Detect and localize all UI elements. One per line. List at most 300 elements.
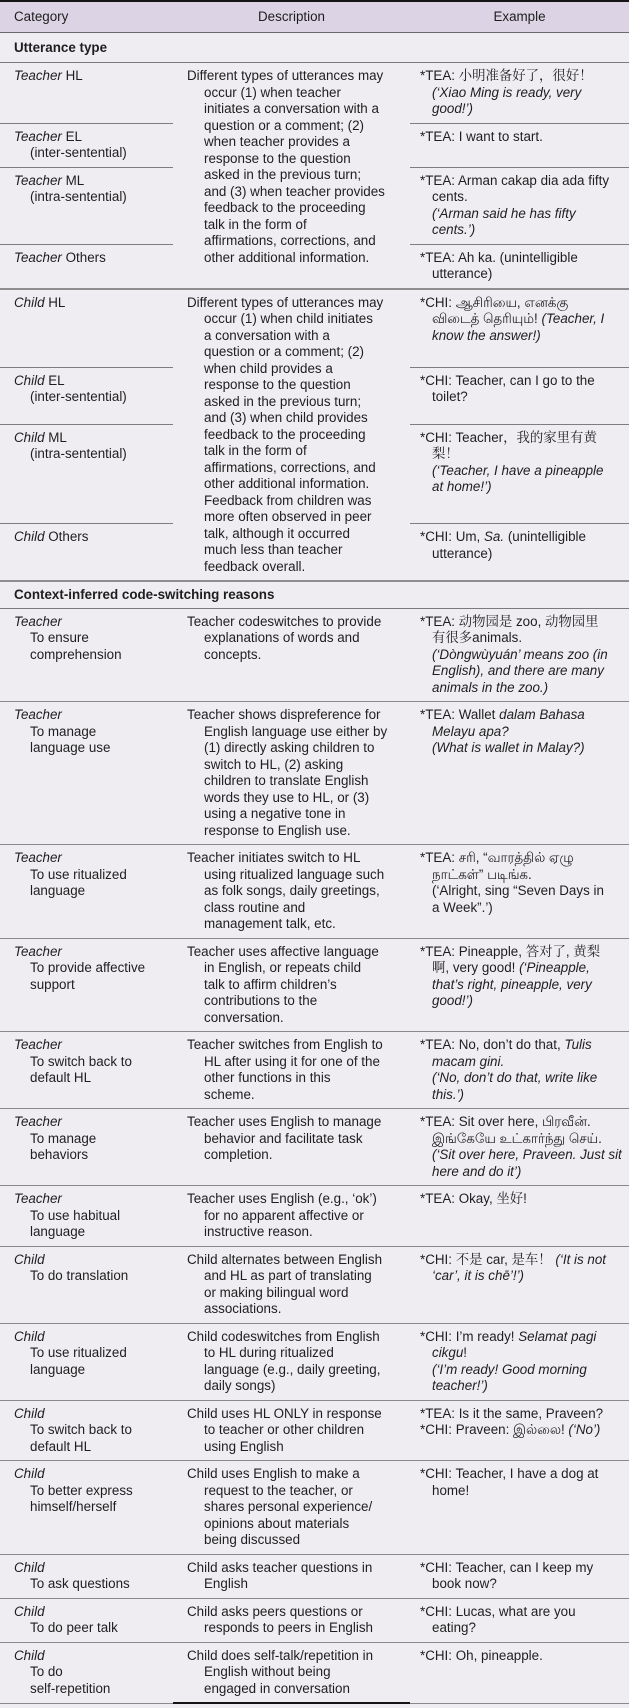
text-segment: To do (30, 1664, 63, 1679)
example-line (420, 680, 629, 697)
text-segment: To manage (30, 723, 97, 739)
category-line (14, 724, 169, 741)
description-cell (173, 1642, 410, 1703)
text-segment: toilet? (432, 389, 468, 405)
description-cell (173, 1554, 410, 1598)
category-line (14, 960, 169, 977)
text-segment: *CHI: Teacher, can I keep my (420, 1559, 594, 1575)
description-line: when child provides a (204, 360, 333, 376)
category-cell (0, 167, 173, 244)
italic-text: Teacher (14, 613, 62, 629)
description-cell (173, 1032, 410, 1109)
category-cell (0, 938, 173, 1032)
description-cell (173, 938, 410, 1032)
example-line (420, 266, 629, 283)
example-line (420, 1604, 629, 1621)
example-cell (410, 289, 629, 368)
example-cell (410, 1186, 629, 1247)
text-segment: *CHI: Teacher, can I go to the (420, 372, 595, 388)
example-line (420, 883, 629, 900)
category-line (14, 1483, 169, 1500)
description-line: response to the question (204, 150, 351, 166)
example-line (420, 724, 629, 741)
example-line (420, 446, 629, 463)
category-line (14, 614, 169, 631)
text-segment: *CHI: 不是 car, 是车！ (420, 1251, 556, 1267)
category-line (14, 850, 169, 867)
category-cell (0, 244, 173, 289)
category-line (14, 1208, 169, 1225)
example-line (420, 222, 629, 239)
text-segment: *TEA: Is it the same, Praveen? (420, 1405, 604, 1421)
example-cell (410, 1642, 629, 1703)
text-segment: Others (44, 529, 89, 544)
text-segment: *CHI: I’m ready! (420, 1328, 519, 1344)
text-segment: To ask questions (30, 1576, 130, 1591)
description-line: occur (1) when child initiates (204, 311, 373, 326)
text-segment: (inter-sentential) (30, 145, 127, 160)
text-segment: *TEA: Pineapple, 答对了, 黄梨 (420, 943, 601, 959)
example-line (420, 663, 629, 680)
description-line: to HL during ritualized (204, 1345, 334, 1360)
text-segment: To switch back to (30, 1422, 132, 1437)
text-segment: *TEA: Okay, 坐好! (420, 1191, 527, 1206)
italic-text: Child (14, 1647, 45, 1663)
description-line: talk, although it occurred (204, 525, 350, 541)
italic-text: (‘Sit over here, Praveen. Just sit (432, 1147, 622, 1162)
text-segment: To use ritualized (30, 1345, 127, 1360)
example-cell (410, 1400, 629, 1461)
category-line (14, 373, 169, 390)
example-line (420, 85, 629, 102)
category-line (14, 1362, 169, 1379)
category-line (14, 1329, 169, 1346)
category-line (14, 1147, 169, 1164)
table-row (0, 1642, 629, 1703)
italic-text: Child (14, 529, 45, 544)
italic-text: Child (14, 1405, 45, 1421)
text-segment: *TEA: 小明准备好了，很好！ (420, 68, 593, 83)
italic-text: Child (14, 1466, 45, 1481)
italic-text: (‘Arman said he has fifty (432, 205, 576, 221)
category-cell (0, 1186, 173, 1247)
description-line: in English, or repeats child (204, 960, 362, 975)
italic-text: Tulis (564, 1037, 592, 1052)
description-line: HL after using it for one of the (204, 1053, 380, 1069)
description-line: initiates a conversation with a (204, 101, 379, 116)
category-line (14, 1576, 169, 1593)
description-cell (173, 1400, 410, 1461)
italic-text: Child (14, 294, 45, 310)
description-line: other functions in this (204, 1070, 331, 1085)
example-line (420, 647, 629, 664)
text-segment: *TEA: No, don’t do that, (420, 1037, 565, 1052)
example-cell (410, 1032, 629, 1109)
italic-text: Child (14, 1328, 45, 1344)
category-line (14, 1268, 169, 1285)
example-line (420, 1466, 629, 1483)
category-line (14, 1560, 169, 1577)
example-line (420, 707, 629, 724)
category-line (14, 1664, 169, 1681)
description-line: using English (204, 1438, 284, 1454)
description-cell (173, 845, 410, 939)
category-line (14, 1648, 169, 1665)
example-line (420, 993, 629, 1010)
example-cell (410, 1246, 629, 1323)
text-segment: *CHI: Teacher，我的家里有黄 (420, 429, 597, 445)
italic-text: Teacher (14, 1114, 62, 1129)
description-line: engaged in conversation (204, 1680, 350, 1696)
italic-text: (What is wallet in Malay?) (432, 740, 585, 755)
description-line: affirmations, corrections, and (204, 459, 376, 475)
description-cell (173, 1598, 410, 1642)
category-cell (0, 1032, 173, 1109)
text-segment: To manage (30, 1130, 97, 1146)
table-row (0, 1323, 629, 1400)
description-line: Teacher uses English (e.g., ‘ok’) (187, 1191, 377, 1206)
description-line: question or a comment; (2) (204, 117, 365, 133)
description-line: feedback to the proceeding (204, 200, 366, 215)
category-cell (0, 123, 173, 167)
italic-text: here and do it’) (432, 1163, 522, 1179)
text-segment: *CHI: Praveen: இல்லை! (420, 1422, 569, 1437)
italic-text: cikgu (432, 1345, 464, 1360)
example-line (420, 1406, 629, 1423)
description-cell (173, 1461, 410, 1555)
italic-text: Teacher (14, 850, 62, 865)
text-segment: To use ritualized (30, 866, 127, 882)
example-cell (410, 938, 629, 1032)
italic-text: Teacher (14, 943, 62, 959)
description-line: being discussed (204, 1532, 301, 1547)
example-cell (410, 702, 629, 845)
category-line (14, 977, 169, 994)
example-line (420, 373, 629, 390)
text-segment: நாட்கள்” படிங்க. (432, 866, 532, 882)
text-segment: HL (44, 294, 66, 310)
text-segment: EL (44, 372, 65, 388)
description-cell (173, 1109, 410, 1186)
description-line: Teacher uses affective language (187, 943, 379, 959)
table-row (0, 1554, 629, 1598)
description-line: feedback overall. (204, 558, 306, 574)
italic-text: (‘No’) (568, 1422, 601, 1437)
text-segment: இங்கேயே உட்கார்ந்து செய். (432, 1130, 602, 1146)
description-line: English without being (204, 1664, 331, 1679)
description-line: Child asks peers questions or (187, 1603, 363, 1619)
italic-text: Melayu apa? (432, 723, 509, 739)
category-line (14, 68, 169, 85)
category-line (14, 1054, 169, 1071)
text-segment: *TEA: Wallet (420, 707, 500, 722)
text-segment: 啊, very good! (432, 960, 520, 975)
table-row (0, 1400, 629, 1461)
italic-text: (Teacher, I (541, 311, 605, 326)
description-line: affirmations, corrections, and (204, 233, 376, 248)
description-line: concepts. (204, 646, 262, 662)
category-line (14, 740, 169, 757)
example-line (420, 1268, 629, 1285)
category-cell (0, 367, 173, 424)
description-line: other additional information. (204, 249, 370, 265)
text-segment: book now? (432, 1576, 497, 1591)
category-cell (0, 524, 173, 582)
text-segment: language (30, 883, 86, 898)
example-cell (410, 1461, 629, 1555)
text-segment: *CHI: Oh, pineapple. (420, 1647, 543, 1663)
description-line: Feedback from children was (204, 492, 372, 508)
description-line: instructive reason. (204, 1224, 313, 1239)
table-row (0, 1109, 629, 1186)
italic-text: (‘It is not (555, 1251, 607, 1267)
italic-text: (‘I’m ready! Good morning (432, 1361, 587, 1377)
description-line: associations. (204, 1301, 282, 1316)
example-cell (410, 63, 629, 124)
description-line: occur (1) when teacher (204, 84, 341, 100)
category-line (14, 1681, 169, 1698)
example-line (420, 250, 629, 267)
text-segment: (‘Alright, sing “Seven Days in (432, 883, 604, 898)
text-segment: *TEA: I want to start. (420, 128, 543, 144)
description-line: behavior and facilitate task (204, 1130, 363, 1146)
example-line (420, 295, 629, 312)
example-line (420, 1054, 629, 1071)
text-segment: cents. (432, 189, 468, 204)
description-line: Teacher switches from English to (187, 1037, 383, 1052)
description-line: other additional information. (204, 476, 370, 491)
italic-text: macam gini. (432, 1053, 505, 1069)
description-line: Child does self-talk/repetition in (187, 1647, 374, 1663)
text-segment: 有很多animals. (432, 630, 523, 645)
example-line (420, 1147, 629, 1164)
example-line (420, 479, 629, 496)
example-line (420, 68, 629, 85)
category-line (14, 1406, 169, 1423)
italic-text: (‘Xiao Ming is ready, very (432, 84, 582, 100)
example-line (420, 189, 629, 206)
example-cell (410, 845, 629, 939)
category-line (14, 647, 169, 664)
description-line: question or a comment; (2) (204, 344, 365, 359)
italic-text: Child (14, 372, 45, 388)
text-segment: ! (463, 1345, 467, 1360)
text-segment: (intra-sentential) (30, 189, 127, 204)
category-line (14, 1037, 169, 1054)
description-line: words they use to HL, or (3) (204, 789, 370, 805)
italic-text: Teacher (14, 1191, 62, 1206)
italic-text: animals in the zoo.) (432, 679, 549, 695)
description-line: talk to affirm children’s (204, 976, 337, 992)
description-line: class routine and (204, 899, 306, 915)
example-cell (410, 244, 629, 289)
italic-text: teacher!’) (432, 1378, 488, 1393)
text-segment: home! (432, 1482, 470, 1498)
description-cell (173, 1323, 410, 1400)
description-line: Teacher codeswitches to provide (187, 613, 382, 629)
description-line: scheme. (204, 1086, 255, 1102)
example-line (420, 1329, 629, 1346)
example-cell (410, 123, 629, 167)
text-segment: comprehension (30, 646, 122, 662)
example-line (420, 1037, 629, 1054)
category-line (14, 295, 169, 312)
example-line (420, 900, 629, 917)
category-line (14, 389, 169, 406)
text-segment: *CHI: Lucas, what are you (420, 1603, 576, 1619)
text-segment: (intra-sentential) (30, 446, 127, 462)
description-line: much less than teacher (204, 542, 343, 557)
description-line: asked in the previous turn; (204, 393, 362, 409)
italic-text: cents.’) (432, 222, 476, 237)
text-segment: support (30, 976, 75, 992)
category-line (14, 1070, 169, 1087)
italic-text: (‘Dòngwùyuán’ means zoo (in (432, 646, 608, 662)
italic-text: (‘Pineapple, (519, 960, 590, 975)
category-line (14, 1604, 169, 1621)
text-segment: ML (44, 429, 67, 445)
category-line (14, 1345, 169, 1362)
category-line (14, 1499, 169, 1516)
text-segment: *TEA: 动物园是 zoo, 动物园里 (420, 613, 599, 629)
description-line: completion. (204, 1147, 273, 1162)
table-row (0, 608, 629, 702)
example-line (420, 614, 629, 631)
example-line (420, 101, 629, 118)
table-body (0, 32, 629, 1703)
example-cell (410, 1598, 629, 1642)
category-line (14, 1439, 169, 1456)
description-line: when teacher provides a (204, 134, 350, 149)
category-line (14, 944, 169, 961)
italic-text: Child (14, 1559, 45, 1575)
example-line (420, 1422, 629, 1439)
category-cell (0, 1109, 173, 1186)
category-line (14, 145, 169, 162)
example-line (420, 389, 629, 406)
category-line (14, 1620, 169, 1637)
category-line (14, 1252, 169, 1269)
example-line (420, 1131, 629, 1148)
example-line (420, 206, 629, 223)
italic-text: (‘Teacher, I have a pineapple (432, 462, 604, 478)
italic-text: that’s right, pineapple, very (432, 976, 592, 992)
description-line: daily songs) (204, 1378, 276, 1393)
italic-text: Child (14, 1251, 45, 1267)
example-line (420, 1164, 629, 1181)
text-segment: *TEA: சரி, “வாரத்தில் ஏழு (420, 850, 574, 865)
description-line: contributions to the (204, 993, 318, 1008)
category-line (14, 630, 169, 647)
text-segment: 梨！ (432, 446, 459, 462)
description-line: English language use either by (204, 723, 388, 739)
description-line: and HL as part of translating (204, 1268, 372, 1283)
table-row (0, 938, 629, 1032)
table-row (0, 1032, 629, 1109)
header-row (0, 1, 629, 32)
section-heading-row (0, 581, 629, 608)
description-line: to teacher or other children (204, 1422, 365, 1437)
example-line (420, 430, 629, 447)
example-line (420, 1576, 629, 1593)
text-segment: *CHI: Teacher, I have a dog at (420, 1466, 599, 1481)
category-cell (0, 845, 173, 939)
description-line: Different types of utterances may (187, 68, 384, 83)
text-segment: (unintelligible (504, 529, 586, 544)
description-line: children to translate English (204, 773, 369, 788)
example-line (420, 173, 629, 190)
text-segment: To ensure (30, 630, 89, 645)
example-cell (410, 367, 629, 424)
example-line (420, 1362, 629, 1379)
table-row (0, 1246, 629, 1323)
example-line (420, 1620, 629, 1637)
text-segment: *CHI: ஆசிரியை, எனக்கு (420, 294, 569, 310)
italic-text: dalam Bahasa (499, 707, 585, 722)
category-cell (0, 289, 173, 368)
italic-text: Teacher (14, 1037, 62, 1052)
description-line: using a negative tone in (204, 806, 346, 821)
example-cell (410, 1323, 629, 1400)
italic-text: good!’) (432, 101, 473, 116)
example-cell (410, 524, 629, 582)
example-line (420, 311, 629, 328)
text-segment: default HL (30, 1070, 92, 1085)
example-line (420, 529, 629, 546)
description-cell (173, 289, 410, 582)
italic-text: Sa. (483, 529, 505, 544)
description-line: or making bilingual word (204, 1284, 349, 1300)
description-line: using ritualized language such (204, 866, 385, 882)
italic-text: Teacher (14, 707, 62, 722)
description-line: Teacher initiates switch to HL (187, 850, 361, 865)
category-line (14, 173, 169, 190)
category-cell (0, 1461, 173, 1555)
italic-text: Teacher (14, 68, 62, 83)
table-row (0, 702, 629, 845)
description-line: request to the teacher, or (204, 1482, 353, 1498)
table-row (0, 845, 629, 939)
example-line (420, 129, 629, 146)
section-title: Context-inferred code-switching reasons (0, 581, 629, 608)
example-line (420, 1483, 629, 1500)
description-cell (173, 1246, 410, 1323)
italic-text: English), and there are many (432, 663, 604, 678)
category-line (14, 883, 169, 900)
example-line (420, 463, 629, 480)
description-line: Child asks teacher questions in (187, 1559, 373, 1575)
description-line: Child uses English to make a (187, 1466, 360, 1481)
category-line (14, 1114, 169, 1131)
text-segment: ML (61, 172, 85, 188)
section-title: Utterance type (0, 32, 629, 63)
text-segment: a Week”.’) (432, 899, 493, 915)
example-cell (410, 1554, 629, 1598)
text-segment: *TEA: Arman cakap dia ada fifty (420, 172, 610, 188)
category-cell (0, 608, 173, 702)
description-line: and (3) when teacher provides (204, 183, 385, 199)
italic-text: Child (14, 1603, 45, 1619)
italic-text: ‘car’, it is chē’!’) (432, 1268, 525, 1283)
description-line: response to the question (204, 377, 351, 392)
column-header-category: Category (0, 1, 173, 32)
category-line (14, 189, 169, 206)
text-segment: utterance) (432, 545, 493, 561)
category-line (14, 446, 169, 463)
description-line: Teacher uses English to manage (187, 1114, 382, 1129)
example-line (420, 1087, 629, 1104)
table-row (0, 1598, 629, 1642)
